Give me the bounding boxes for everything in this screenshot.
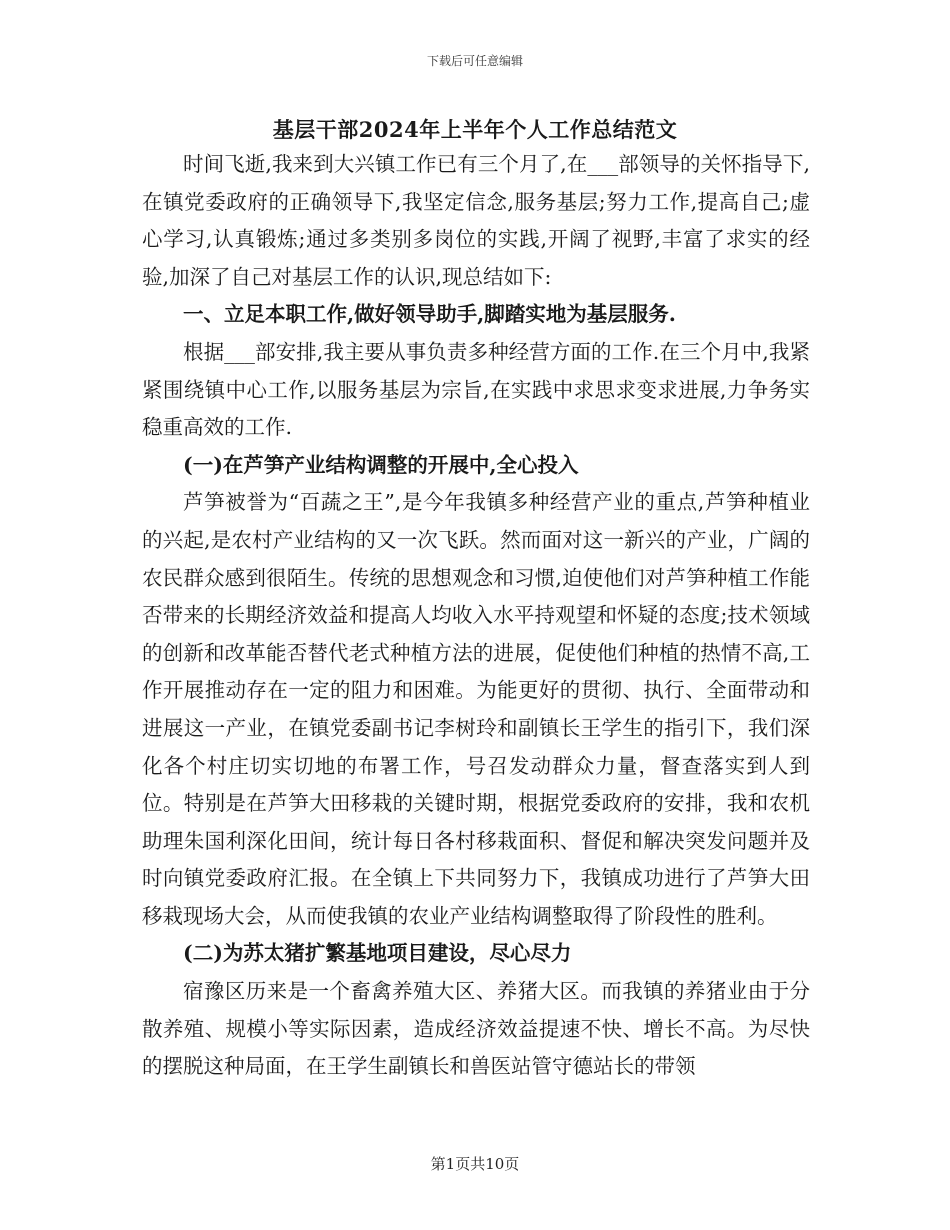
body-paragraph: 根据___部安排,我主要从事负责多种经营方面的工作.在三个月中,我紧紧围绕镇中心工作,以服务基层为宗旨,在实践中求思求变求进展,力争务实稳重高效的工作. bbox=[142, 339, 810, 440]
section-heading: 一、立足本职工作,做好领导助手,脚踏实地为基层服务. bbox=[183, 302, 676, 327]
header-note: 下载后可任意编辑 bbox=[426, 54, 523, 68]
subsection-heading: (一)在芦笋产业结构调整的开展中,全心投入 bbox=[183, 452, 579, 477]
subsection-heading: (二)为苏太猪扩繁基地项目建设，尽心尽力 bbox=[183, 941, 572, 966]
body-paragraph: 芦笋被誉为“百蔬之王”,是今年我镇多种经营产业的重点,芦笋种植业的兴起,是农村产业结构的又一次飞跃。然而面对这一新兴的产业，广阔的农民群众感到很陌生。传统的思想观念和习惯,迫使他们对芦笋种植工作能否带来的长期经济效益和提高人均收入水平持观望和怀疑的态度;技术领域的创新和改革能否替代老式种植方法的进展，促使他们种植的热情不高,工作开展推动存在一定的阻力和困难。为能更好的贯彻、执行、全面带动和进展这一产业，在镇党委副书记李树玲和副镇长王学生的指引下，我们深化各个村庄切实切地的布署工作，号召发动群众力量，督查落实到人到位。特别是在芦笋大田移栽的关键时期，根据党委政府的安排，我和农机助理朱国利深化田间，统计每日各村移栽面积、督促和解决突发问题并及时向镇党委政府汇报。在全镇上下共同努力下，我镇成功进行了芦笋大田移栽现场大会，从而使我镇的农业产业结构调整取得了阶段性的胜利。 bbox=[142, 490, 810, 928]
body-paragraph: 时间飞逝,我来到大兴镇工作已有三个月了,在___部领导的关怀指导下,在镇党委政府的正确领导下,我坚定信念,服务基层;努力工作,提高自己;虚心学习,认真锻炼;通过多类别多岗位的实践,开阔了视野,丰富了求实的经验,加深了自己对基层工作的认识,现总结如下: bbox=[142, 152, 810, 289]
document-title: 基层干部2024年上半年个人工作总结范文 bbox=[272, 117, 678, 142]
document-body bbox=[142, 146, 810, 1086]
body-paragraph: 宿豫区历来是一个畜禽养殖大区、养猪大区。而我镇的养猪业由于分散养殖、规模小等实际因素，造成经济效益提速不快、增长不高。为尽快的摆脱这种局面，在王学生副镇长和兽医站管守德站长的带领 bbox=[142, 979, 810, 1079]
page-number: 第1页共10页 bbox=[430, 1155, 520, 1173]
